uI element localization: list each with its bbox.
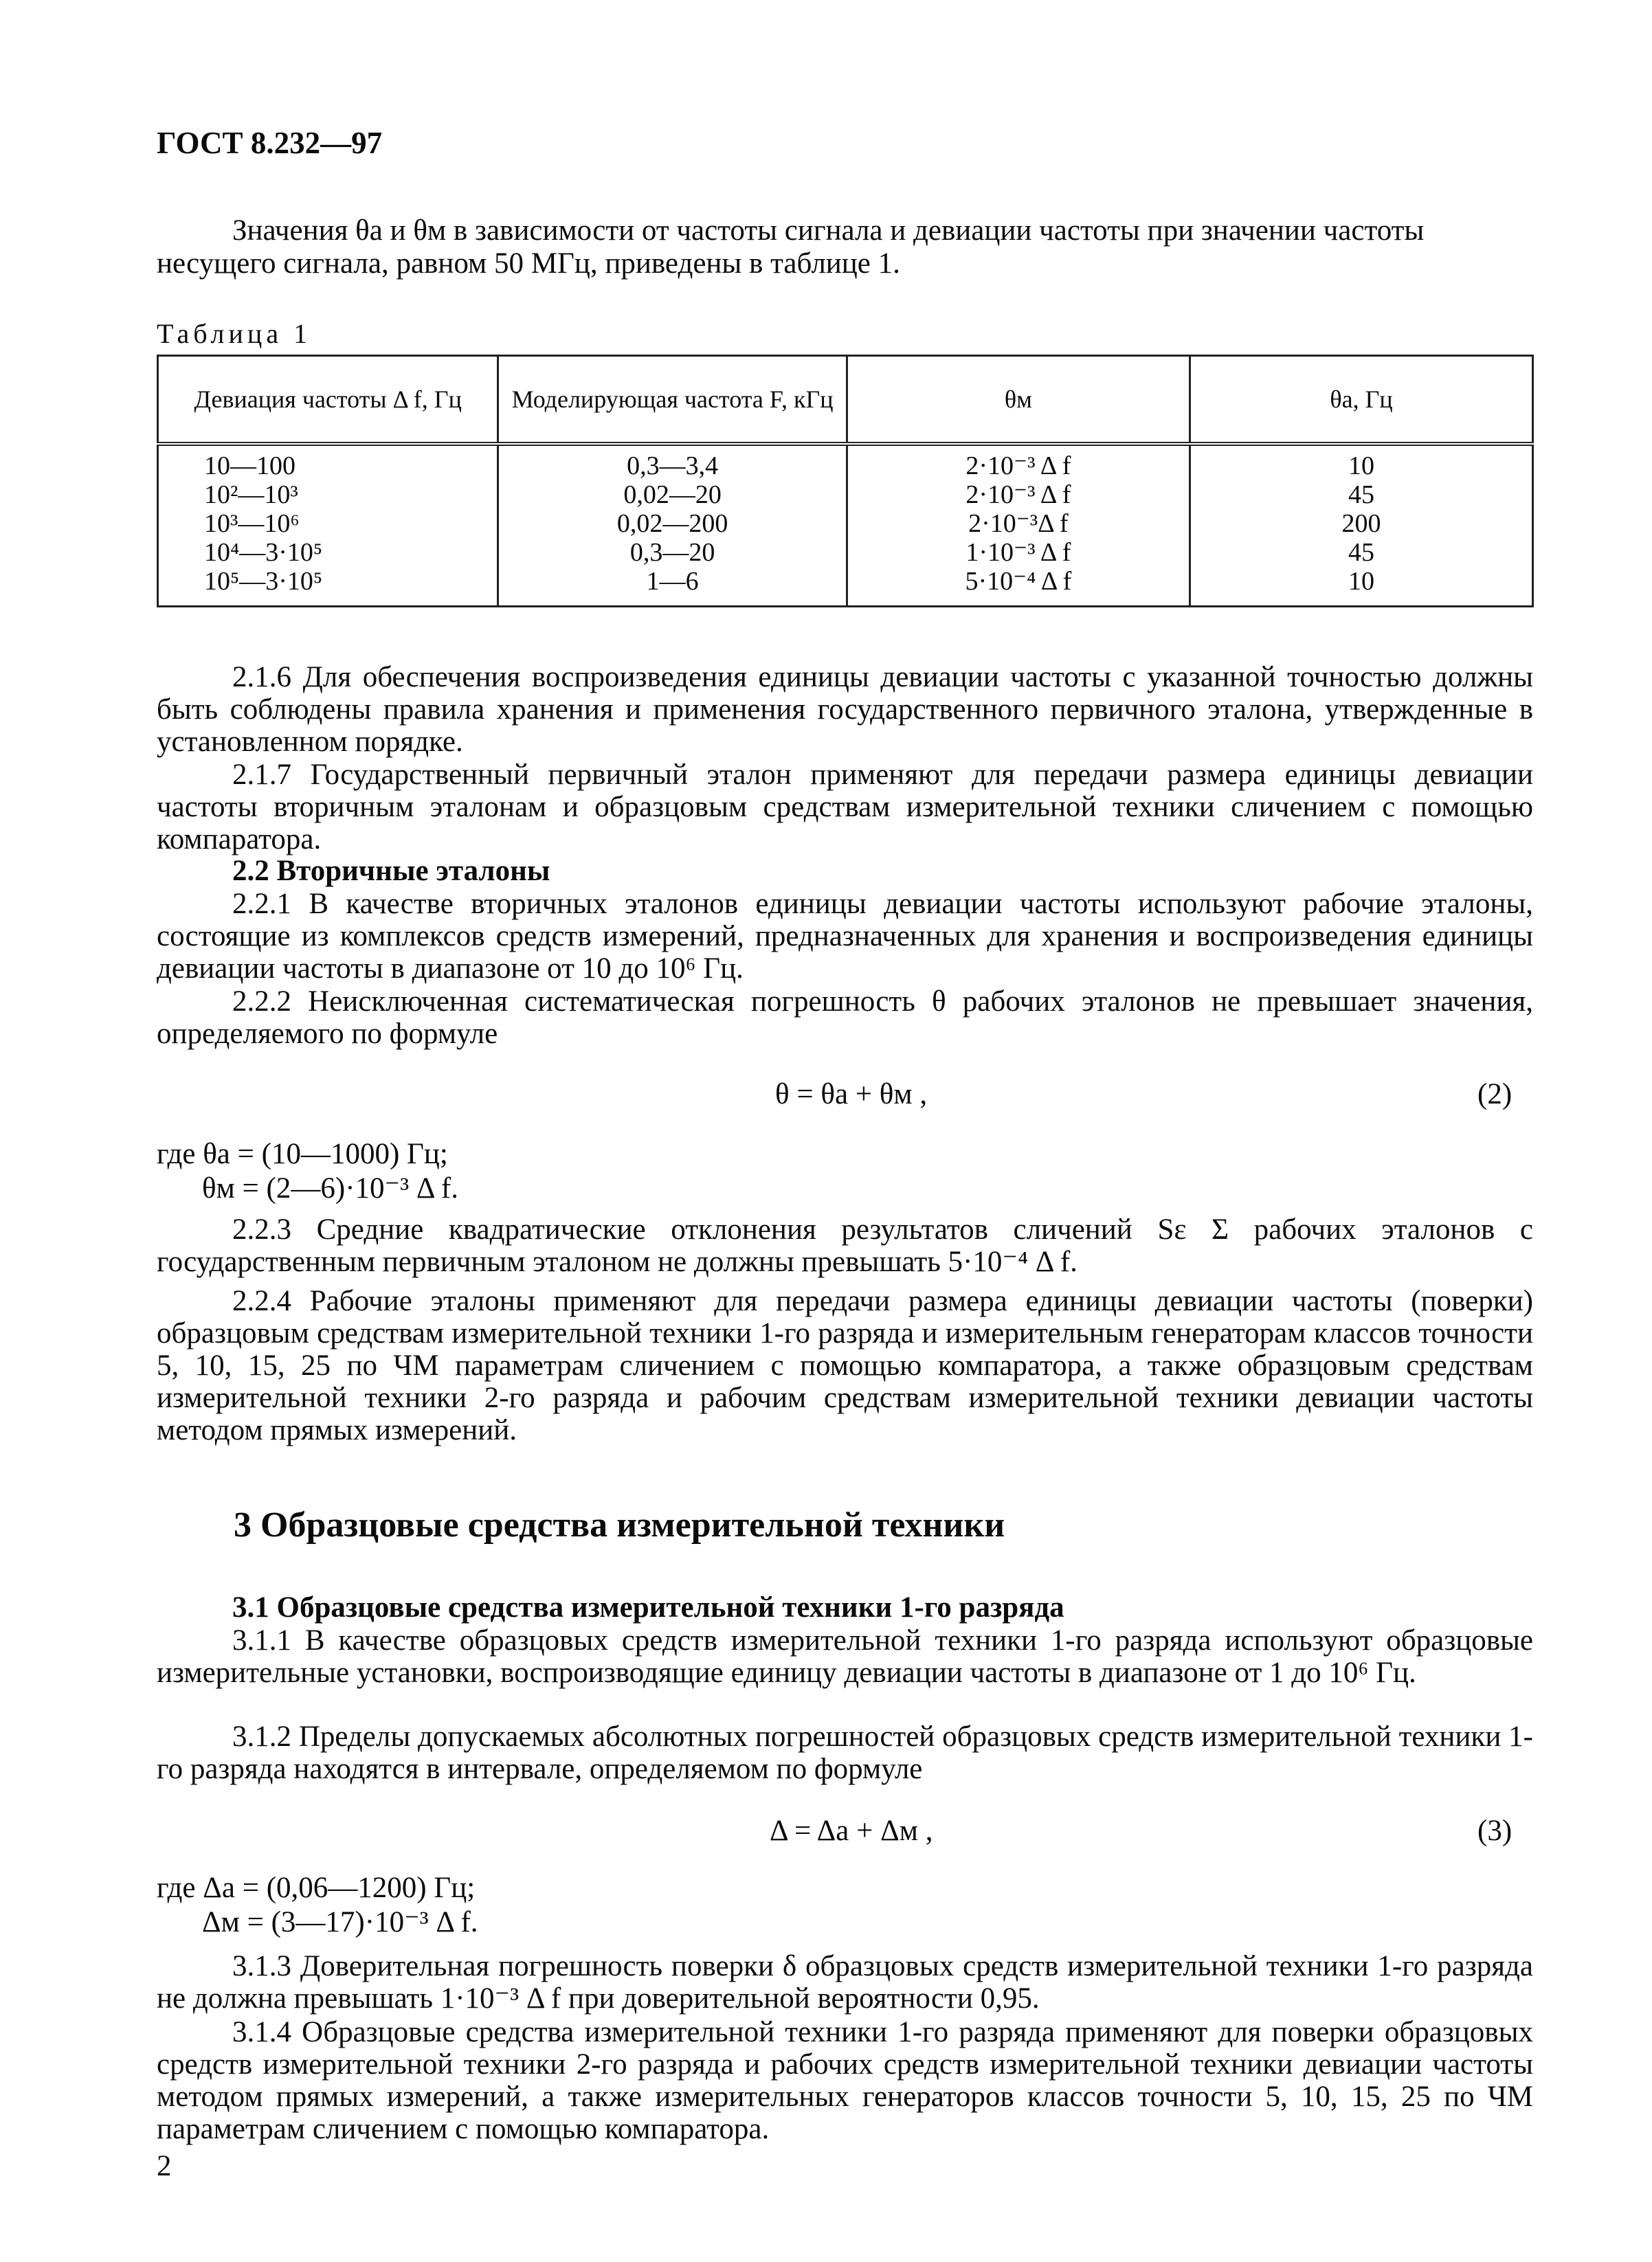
table-cell: 5·10⁻⁴ Δ f bbox=[965, 567, 1072, 596]
table-cell: 10⁵—3·10⁵ bbox=[204, 567, 323, 596]
paragraph-2-2-4: 2.2.4 Рабочие эталоны применяют для передачи размера единицы девиации частоты (поверки) образцовым средствам измерительной техники 1-го разряда и измерительным генераторам классов точности 5, 10, 15, 25 по ЧМ параметрам сличением с помощью компаратора, а также образцовым средствам измерительной техники 2-го разряда и рабочим средствам измерительной техники девиации частоты методом прямых измерений. bbox=[157, 1285, 1533, 1446]
equation-3-number: (3) bbox=[1477, 1815, 1513, 1847]
table-cell: 2·10⁻³Δ f bbox=[968, 509, 1069, 538]
paragraph-3-1-4: 3.1.4 Образцовые средства измерительной техники 1-го разряда применяют для поверки образцовых средств измерительной техники 2-го разряда и рабочих средств измерительной техники девиации частоты методом прямых измерений, а также измерительных генераторов классов точности 5, 10, 15, 25 по ЧМ параметрам сличением с помощью компаратора. bbox=[157, 2016, 1533, 2145]
table-cell: 1—6 bbox=[646, 567, 699, 596]
table-column-theta-m bbox=[847, 444, 1190, 607]
table-cell: 10 bbox=[1348, 567, 1374, 596]
table-cell: 0,02—200 bbox=[616, 509, 728, 538]
table-cell: 10²—10³ bbox=[204, 480, 298, 509]
where-2-line-1: где θa = (10—1000) Гц; bbox=[157, 1138, 448, 1170]
document-code-header: ГОСТ 8.232—97 bbox=[157, 126, 383, 160]
where-3-line-1: где Δa = (0,06—1200) Гц; bbox=[157, 1872, 476, 1904]
paragraph-3-1-2: 3.1.2 Пределы допускаемых абсолютных погрешностей образцовых средств измерительной техники 1-го разряда находятся в интервале, определяемом по формуле bbox=[157, 1721, 1533, 1785]
intro-line-2: несущего сигнала, равном 50 МГц, приведены в таблице 1. bbox=[157, 247, 900, 280]
equation-3: Δ = Δa + Δм , bbox=[770, 1815, 933, 1847]
table-header-mod-frequency: Моделирующая частота F, кГц bbox=[498, 356, 847, 445]
paragraph-2-2-2: 2.2.2 Неисключенная систематическая погрешность θ рабочих эталонов не превышает значения, определяемого по формуле bbox=[157, 985, 1533, 1050]
table-cell: 45 bbox=[1348, 538, 1374, 567]
where-2-line-2: θм = (2—6)·10⁻³ Δ f. bbox=[202, 1172, 458, 1205]
paragraph-3-1-1: 3.1.1 В качестве образцовых средств измерительной техники 1-го разряда используют образцовые измерительные установки, воспроизводящие единицу девиации частоты в диапазоне от 1 до 10⁶ Гц. bbox=[157, 1624, 1533, 1689]
table-cell: 10³—10⁶ bbox=[204, 509, 300, 538]
paragraph-2-1-6: 2.1.6 Для обеспечения воспроизведения единицы девиации частоты с указанной точностью должны быть соблюдены правила хранения и применения государственного первичного эталона, утвержденные в установленном порядке. bbox=[157, 661, 1533, 758]
intro-line-1: Значения θa и θм в зависимости от частоты сигнала и девиации частоты при значении частоты bbox=[232, 214, 1425, 247]
table-header-theta-a: θa, Гц bbox=[1190, 356, 1533, 445]
section-heading-3-1: 3.1 Образцовые средства измерительной техники 1-го разряда bbox=[232, 1591, 1064, 1624]
equation-2-number: (2) bbox=[1477, 1078, 1513, 1110]
paragraph-2-2-1: 2.2.1 В качестве вторичных эталонов единицы девиации частоты используют рабочие эталоны, состоящие из комплексов средств измерений, предназначенных для хранения и воспроизведения единицы девиации частоты в диапазоне от 10 до 10⁶ Гц. bbox=[157, 888, 1533, 985]
paragraph-2-2-3: 2.2.3 Средние квадратические отклонения результатов сличений Sε Σ рабочих эталонов с государственным первичным эталоном не должны превышать 5·10⁻⁴ Δ f. bbox=[157, 1213, 1533, 1278]
page-number: 2 bbox=[157, 2150, 172, 2182]
table-1 bbox=[157, 355, 1534, 607]
section-heading-2-2: 2.2 Вторичные эталоны bbox=[232, 855, 550, 887]
table-header-theta-m: θм bbox=[847, 356, 1190, 445]
table-cell: 0,02—20 bbox=[623, 480, 722, 509]
section-heading-3: 3 Образцовые средства измерительной техники bbox=[234, 1505, 1005, 1545]
equation-2: θ = θa + θм , bbox=[775, 1078, 928, 1110]
table-column-deviation bbox=[158, 444, 498, 607]
table-cell: 2·10⁻³ Δ f bbox=[965, 451, 1071, 480]
table-cell: 0,3—20 bbox=[629, 538, 715, 567]
table-cell: 10—100 bbox=[204, 451, 295, 480]
table-cell: 2·10⁻³ Δ f bbox=[965, 480, 1071, 509]
table-column-mod-frequency bbox=[498, 444, 847, 607]
table-column-theta-a bbox=[1190, 444, 1533, 607]
where-3-line-2: Δм = (3—17)·10⁻³ Δ f. bbox=[202, 1906, 478, 1938]
table-header-deviation: Девиация частоты Δ f, Гц bbox=[158, 356, 498, 445]
paragraph-3-1-3: 3.1.3 Доверительная погрешность поверки δ образцовых средств измерительной техники 1-го разряда не должна превышать 1·10⁻³ Δ f при доверительной вероятности 0,95. bbox=[157, 1950, 1533, 2015]
table-cell: 10 bbox=[1348, 451, 1374, 480]
table-cell: 200 bbox=[1341, 509, 1381, 538]
table-caption: Таблица 1 bbox=[157, 318, 312, 349]
table-cell: 0,3—3,4 bbox=[627, 451, 719, 480]
table-cell: 10⁴—3·10⁵ bbox=[204, 538, 323, 567]
paragraph-2-1-7: 2.1.7 Государственный первичный эталон применяют для передачи размера единицы девиации частоты вторичным эталонам и образцовым средствам измерительной техники сличением с помощью компаратора. bbox=[157, 759, 1533, 855]
table-cell: 45 bbox=[1348, 480, 1374, 509]
table-cell: 1·10⁻³ Δ f bbox=[965, 538, 1071, 567]
